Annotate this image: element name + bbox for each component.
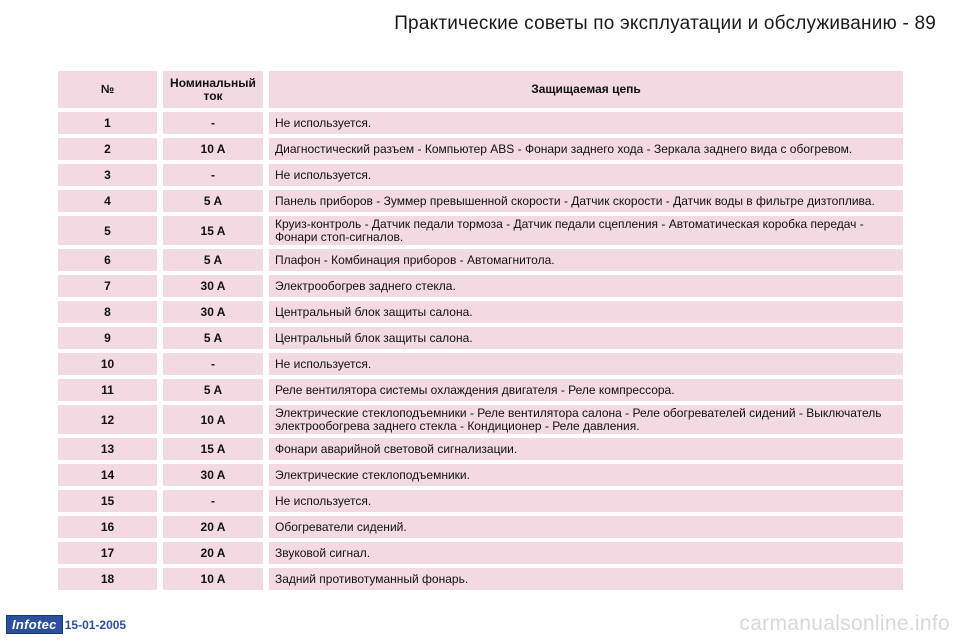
table-row xyxy=(58,379,903,401)
fuse-circuit: Круиз-контроль - Датчик педали тормоза - Датчик педали сцепления - Автоматическая коробка передач - Фонари стоп-сигналов. xyxy=(269,216,903,245)
fuse-number: 17 xyxy=(58,542,157,564)
table-row xyxy=(58,490,903,512)
fuse-circuit: Плафон - Комбинация приборов - Автомагнитола. xyxy=(269,249,903,271)
fuse-current: - xyxy=(163,353,263,375)
column-header-number: № xyxy=(58,71,157,108)
fuse-number: 2 xyxy=(58,138,157,160)
fuse-number: 12 xyxy=(58,405,157,434)
fuse-number: 9 xyxy=(58,327,157,349)
fuse-circuit: Звуковой сигнал. xyxy=(269,542,903,564)
fuse-number: 8 xyxy=(58,301,157,323)
table-row xyxy=(58,164,903,186)
fuse-current: 20 A xyxy=(163,516,263,538)
fuse-current: 5 A xyxy=(163,190,263,212)
fuse-current: 30 A xyxy=(163,301,263,323)
fuse-number: 1 xyxy=(58,112,157,134)
table-row xyxy=(58,275,903,297)
table-row xyxy=(58,301,903,323)
table-header-row xyxy=(58,71,903,108)
fuse-circuit: Электрообогрев заднего стекла. xyxy=(269,275,903,297)
fuse-current: 5 A xyxy=(163,379,263,401)
fuse-number: 13 xyxy=(58,438,157,460)
column-header-circuit: Защищаемая цепь xyxy=(269,71,903,108)
table-row xyxy=(58,542,903,564)
fuse-table-body xyxy=(58,112,903,590)
fuse-number: 18 xyxy=(58,568,157,590)
fuse-number: 3 xyxy=(58,164,157,186)
table-row xyxy=(58,438,903,460)
column-header-current: Номинальный ток xyxy=(163,71,263,108)
fuse-current: 15 A xyxy=(163,216,263,245)
table-row xyxy=(58,327,903,349)
fuse-number: 7 xyxy=(58,275,157,297)
fuse-current: - xyxy=(163,164,263,186)
fuse-current: - xyxy=(163,490,263,512)
fuse-current: 20 A xyxy=(163,542,263,564)
fuse-circuit: Панель приборов - Зуммер превышенной скорости - Датчик скорости - Датчик воды в фильтре дизтоплива. xyxy=(269,190,903,212)
table-row xyxy=(58,405,903,434)
fuse-number: 5 xyxy=(58,216,157,245)
fuse-circuit: Центральный блок защиты салона. xyxy=(269,301,903,323)
fuse-circuit: Диагностический разъем - Компьютер ABS - Фонари заднего хода - Зеркала заднего вида с обогревом. xyxy=(269,138,903,160)
fuse-current: - xyxy=(163,112,263,134)
fuse-current: 10 A xyxy=(163,138,263,160)
fuse-circuit: Не используется. xyxy=(269,353,903,375)
watermark: carmanualsonline.info xyxy=(739,612,950,635)
table-row xyxy=(58,138,903,160)
fuse-number: 16 xyxy=(58,516,157,538)
page-title: Практические советы по эксплуатации и обслуживанию - 89 xyxy=(394,13,936,34)
fuse-circuit: Не используется. xyxy=(269,164,903,186)
table-row xyxy=(58,353,903,375)
table-row xyxy=(58,516,903,538)
table-row xyxy=(58,464,903,486)
footer-date: 15-01-2005 xyxy=(64,617,127,632)
fuse-number: 6 xyxy=(58,249,157,271)
fuse-current: 5 A xyxy=(163,249,263,271)
table-row xyxy=(58,112,903,134)
fuse-number: 4 xyxy=(58,190,157,212)
fuse-table xyxy=(58,67,903,594)
fuse-current: 30 A xyxy=(163,275,263,297)
fuse-number: 10 xyxy=(58,353,157,375)
fuse-number: 14 xyxy=(58,464,157,486)
table-row xyxy=(58,190,903,212)
fuse-current: 30 A xyxy=(163,464,263,486)
fuse-circuit: Фонари аварийной световой сигнализации. xyxy=(269,438,903,460)
fuse-number: 15 xyxy=(58,490,157,512)
fuse-circuit: Реле вентилятора системы охлаждения двигателя - Реле компрессора. xyxy=(269,379,903,401)
fuse-number: 11 xyxy=(58,379,157,401)
fuse-circuit: Центральный блок защиты салона. xyxy=(269,327,903,349)
fuse-current: 15 A xyxy=(163,438,263,460)
table-row xyxy=(58,216,903,245)
fuse-circuit: Не используется. xyxy=(269,490,903,512)
fuse-circuit: Электрические стеклоподъемники. xyxy=(269,464,903,486)
fuse-circuit: Обогреватели сидений. xyxy=(269,516,903,538)
fuse-circuit: Не используется. xyxy=(269,112,903,134)
footer xyxy=(6,615,126,634)
infotec-logo: Infotec xyxy=(6,615,63,634)
table-row xyxy=(58,249,903,271)
table-row xyxy=(58,568,903,590)
fuse-current: 10 A xyxy=(163,568,263,590)
fuse-current: 5 A xyxy=(163,327,263,349)
fuse-circuit: Электрические стеклоподъемники - Реле вентилятора салона - Реле обогревателей сидений - Выключатель электрообогрева заднего стекла - Кондиционер - Реле давления. xyxy=(269,405,903,434)
fuse-circuit: Задний противотуманный фонарь. xyxy=(269,568,903,590)
fuse-current: 10 A xyxy=(163,405,263,434)
